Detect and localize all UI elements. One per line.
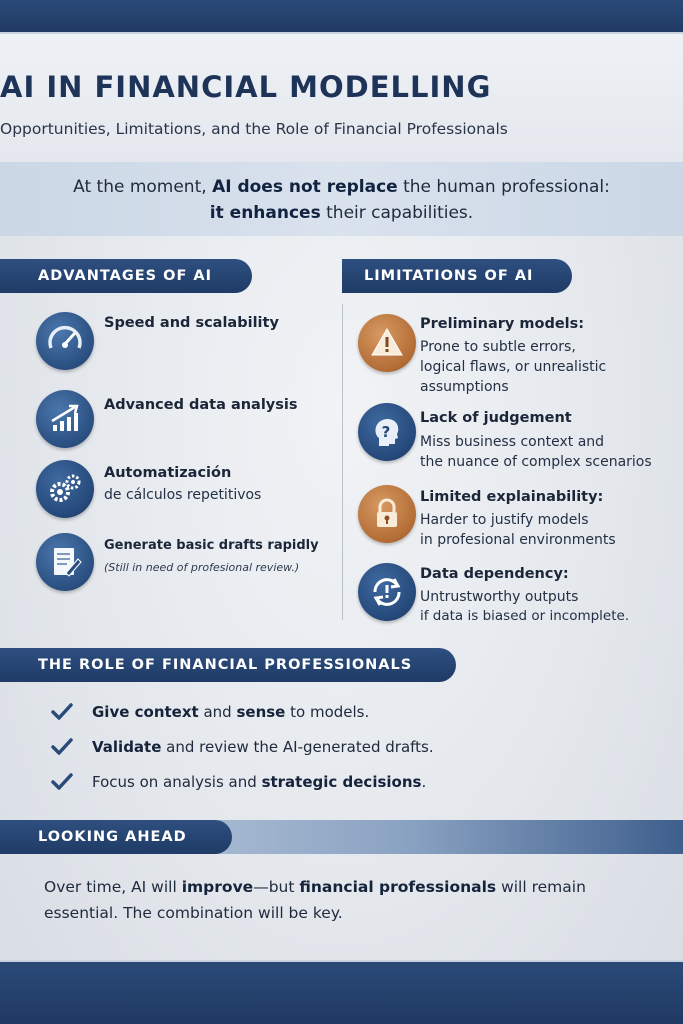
ahead-heading: LOOKING AHEAD	[0, 820, 232, 854]
warning-icon	[358, 314, 416, 372]
padlock-icon	[358, 485, 416, 543]
advantage-note: (Still in need of profesional review.)	[104, 561, 300, 574]
top-band	[0, 0, 683, 34]
role-item	[50, 737, 434, 757]
growth-chart-icon	[36, 390, 94, 448]
ahead-plain: —but	[253, 878, 300, 896]
tagline-banner	[0, 162, 683, 236]
role-text	[92, 703, 369, 721]
page-subtitle: Opportunities, Limitations, and the Role of Financial Professionals	[0, 120, 508, 138]
role-plain: and	[198, 703, 237, 721]
gears-icon	[36, 460, 94, 518]
column-divider	[342, 304, 343, 620]
speedometer-icon	[36, 312, 94, 370]
limitation-line: Prone to subtle errors,	[420, 339, 576, 355]
ahead-text	[44, 874, 644, 926]
role-bold: sense	[236, 703, 286, 721]
ahead-bold: improve	[181, 878, 254, 896]
limitation-line: Harder to justify models	[420, 512, 589, 528]
document-pen-icon	[36, 533, 94, 591]
checkmark-icon	[50, 737, 74, 757]
tagline-text: their capabilities.	[320, 203, 474, 223]
limitation-title: Limited explainability:	[420, 489, 604, 505]
svg-text:?: ?	[381, 423, 391, 441]
advantage-title: Advanced data analysis	[104, 397, 298, 413]
role-plain: .	[421, 773, 427, 791]
bottom-band	[0, 960, 683, 1024]
advantages-heading: ADVANTAGES OF AI	[0, 259, 252, 293]
advantage-title: Speed and scalability	[104, 315, 279, 331]
role-plain: to models.	[285, 703, 370, 721]
tagline-line-1	[0, 174, 683, 200]
limitation-title: Preliminary models:	[420, 316, 585, 332]
tagline-bold: it enhances	[209, 203, 321, 223]
checkmark-icon	[50, 702, 74, 722]
limitation-title: Lack of judgement	[420, 410, 572, 426]
ahead-plain: Over time, AI will	[44, 878, 182, 896]
ahead-plain: will remain essential. The combination will be key.	[44, 878, 586, 922]
role-plain: Focus on analysis and	[92, 773, 262, 791]
limitation-line: the nuance of complex scenarios	[420, 454, 652, 470]
role-text	[92, 738, 434, 756]
role-item	[50, 702, 369, 722]
limitation-line: logical flaws, or unrealistic	[420, 359, 607, 375]
ahead-bold: financial professionals	[299, 878, 497, 896]
role-text	[92, 773, 426, 791]
role-bold: strategic decisions	[261, 773, 422, 791]
tagline-bold: AI does not replace	[212, 177, 398, 197]
refresh-warning-icon	[358, 563, 416, 621]
limitation-line: assumptions	[420, 379, 509, 395]
tagline-text: the human professional:	[397, 177, 610, 197]
role-bold: Validate	[92, 738, 162, 756]
limitation-line: Untrustworthy outputs	[420, 589, 579, 605]
page-title: AI IN FINANCIAL MODELLING	[0, 70, 492, 104]
role-heading: THE ROLE OF FINANCIAL PROFESSIONALS	[0, 648, 456, 682]
advantage-title: Automatización	[104, 465, 232, 481]
limitation-title: Data dependency:	[420, 566, 569, 582]
limitation-line: in profesional environments	[420, 532, 616, 548]
limitations-heading: LIMITATIONS OF AI	[342, 259, 572, 293]
advantage-title: Generate basic drafts rapidly	[104, 538, 319, 553]
tagline-line-2	[0, 200, 683, 226]
limitation-line: Miss business context and	[420, 434, 605, 450]
checkmark-icon	[50, 772, 74, 792]
role-plain: and review the AI-generated drafts.	[161, 738, 434, 756]
question-head-icon	[358, 403, 416, 461]
advantage-text: de cálculos repetitivos	[104, 487, 262, 503]
limitation-line: if data is biased or incomplete.	[420, 608, 630, 624]
role-bold: Give context	[92, 703, 199, 721]
role-item	[50, 772, 426, 792]
tagline-text: At the moment,	[73, 177, 213, 197]
